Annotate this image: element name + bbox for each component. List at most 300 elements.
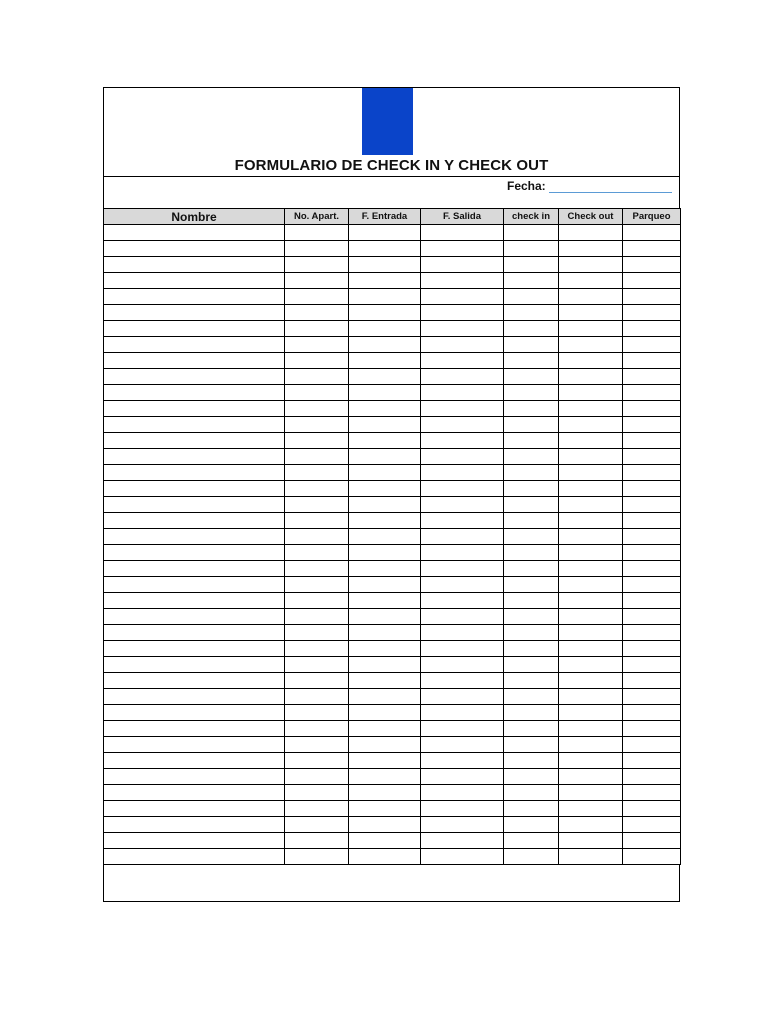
table-cell-nombre[interactable] xyxy=(104,225,285,241)
table-cell-f-salida[interactable] xyxy=(421,785,504,801)
table-cell-f-salida[interactable] xyxy=(421,257,504,273)
table-cell-no-apart[interactable] xyxy=(285,273,349,289)
table-cell-f-salida[interactable] xyxy=(421,673,504,689)
table-cell-parqueo[interactable] xyxy=(623,849,681,865)
table-cell-no-apart[interactable] xyxy=(285,705,349,721)
table-cell-no-apart[interactable] xyxy=(285,753,349,769)
table-cell-f-salida[interactable] xyxy=(421,449,504,465)
table-cell-f-entrada[interactable] xyxy=(349,289,421,305)
table-cell-no-apart[interactable] xyxy=(285,353,349,369)
table-cell-check-in[interactable] xyxy=(504,433,559,449)
table-cell-f-entrada[interactable] xyxy=(349,641,421,657)
table-row xyxy=(104,305,681,321)
table-cell-f-entrada[interactable] xyxy=(349,513,421,529)
table-cell-parqueo[interactable] xyxy=(623,641,681,657)
table-cell-check-out[interactable] xyxy=(559,801,623,817)
table-cell-no-apart[interactable] xyxy=(285,673,349,689)
table-cell-f-entrada[interactable] xyxy=(349,401,421,417)
table-cell-nombre[interactable] xyxy=(104,737,285,753)
table-row xyxy=(104,705,681,721)
table-cell-no-apart[interactable] xyxy=(285,833,349,849)
table-row xyxy=(104,721,681,737)
table-cell-f-salida[interactable] xyxy=(421,337,504,353)
table-cell-parqueo[interactable] xyxy=(623,657,681,673)
table-cell-check-out[interactable] xyxy=(559,273,623,289)
table-cell-f-entrada[interactable] xyxy=(349,801,421,817)
form-header xyxy=(104,88,679,177)
table-cell-parqueo[interactable] xyxy=(623,609,681,625)
table-cell-nombre[interactable] xyxy=(104,369,285,385)
table-cell-f-entrada[interactable] xyxy=(349,257,421,273)
table-cell-f-salida[interactable] xyxy=(421,417,504,433)
table-cell-f-entrada[interactable] xyxy=(349,673,421,689)
table-row xyxy=(104,817,681,833)
table-cell-check-in[interactable] xyxy=(504,321,559,337)
table-cell-check-in[interactable] xyxy=(504,593,559,609)
table-cell-nombre[interactable] xyxy=(104,449,285,465)
table-cell-check-in[interactable] xyxy=(504,561,559,577)
table-cell-parqueo[interactable] xyxy=(623,225,681,241)
table-cell-check-out[interactable] xyxy=(559,689,623,705)
table-cell-no-apart[interactable] xyxy=(285,513,349,529)
table-cell-no-apart[interactable] xyxy=(285,625,349,641)
table-cell-check-out[interactable] xyxy=(559,417,623,433)
table-cell-parqueo[interactable] xyxy=(623,705,681,721)
table-cell-parqueo[interactable] xyxy=(623,321,681,337)
table-cell-parqueo[interactable] xyxy=(623,273,681,289)
table-cell-check-out[interactable] xyxy=(559,337,623,353)
table-cell-f-salida[interactable] xyxy=(421,561,504,577)
table-cell-nombre[interactable] xyxy=(104,465,285,481)
table-cell-parqueo[interactable] xyxy=(623,689,681,705)
table-cell-check-in[interactable] xyxy=(504,801,559,817)
table-cell-no-apart[interactable] xyxy=(285,225,349,241)
table-cell-f-entrada[interactable] xyxy=(349,593,421,609)
table-cell-nombre[interactable] xyxy=(104,705,285,721)
table-cell-check-out[interactable] xyxy=(559,241,623,257)
table-cell-f-entrada[interactable] xyxy=(349,769,421,785)
table-cell-parqueo[interactable] xyxy=(623,289,681,305)
table-cell-nombre[interactable] xyxy=(104,337,285,353)
table-cell-nombre[interactable] xyxy=(104,513,285,529)
table-cell-parqueo[interactable] xyxy=(623,545,681,561)
table-cell-parqueo[interactable] xyxy=(623,305,681,321)
table-cell-check-out[interactable] xyxy=(559,673,623,689)
table-cell-check-in[interactable] xyxy=(504,337,559,353)
table-cell-f-entrada[interactable] xyxy=(349,849,421,865)
table-cell-f-salida[interactable] xyxy=(421,577,504,593)
table-row xyxy=(104,449,681,465)
table-cell-check-out[interactable] xyxy=(559,817,623,833)
table-cell-check-in[interactable] xyxy=(504,689,559,705)
table-cell-f-salida[interactable] xyxy=(421,817,504,833)
table-cell-f-entrada[interactable] xyxy=(349,225,421,241)
table-cell-f-salida[interactable] xyxy=(421,689,504,705)
table-cell-f-entrada[interactable] xyxy=(349,369,421,385)
table-cell-no-apart[interactable] xyxy=(285,657,349,673)
table-cell-parqueo[interactable] xyxy=(623,673,681,689)
table-cell-f-entrada[interactable] xyxy=(349,545,421,561)
table-cell-check-in[interactable] xyxy=(504,385,559,401)
table-cell-check-out[interactable] xyxy=(559,577,623,593)
table-cell-nombre[interactable] xyxy=(104,753,285,769)
table-cell-parqueo[interactable] xyxy=(623,753,681,769)
table-cell-check-in[interactable] xyxy=(504,529,559,545)
table-cell-check-in[interactable] xyxy=(504,497,559,513)
table-cell-no-apart[interactable] xyxy=(285,385,349,401)
table-cell-nombre[interactable] xyxy=(104,593,285,609)
table-cell-no-apart[interactable] xyxy=(285,721,349,737)
table-cell-parqueo[interactable] xyxy=(623,433,681,449)
table-cell-no-apart[interactable] xyxy=(285,609,349,625)
table-row xyxy=(104,273,681,289)
table-cell-check-in[interactable] xyxy=(504,817,559,833)
table-cell-f-entrada[interactable] xyxy=(349,577,421,593)
table-cell-f-entrada[interactable] xyxy=(349,433,421,449)
table-cell-check-out[interactable] xyxy=(559,289,623,305)
table-cell-f-entrada[interactable] xyxy=(349,817,421,833)
table-cell-f-salida[interactable] xyxy=(421,497,504,513)
table-cell-nombre[interactable] xyxy=(104,305,285,321)
table-cell-check-out[interactable] xyxy=(559,753,623,769)
table-cell-no-apart[interactable] xyxy=(285,497,349,513)
table-cell-parqueo[interactable] xyxy=(623,529,681,545)
table-cell-nombre[interactable] xyxy=(104,433,285,449)
table-cell-check-in[interactable] xyxy=(504,833,559,849)
check-in-check-out-form xyxy=(103,87,680,902)
table-cell-f-entrada[interactable] xyxy=(349,833,421,849)
table-cell-nombre[interactable] xyxy=(104,673,285,689)
table-cell-check-in[interactable] xyxy=(504,673,559,689)
table-cell-no-apart[interactable] xyxy=(285,545,349,561)
table-cell-parqueo[interactable] xyxy=(623,241,681,257)
table-cell-parqueo[interactable] xyxy=(623,593,681,609)
table-cell-f-salida[interactable] xyxy=(421,321,504,337)
table-cell-f-entrada[interactable] xyxy=(349,385,421,401)
table-cell-check-in[interactable] xyxy=(504,225,559,241)
table-cell-f-salida[interactable] xyxy=(421,465,504,481)
table-cell-nombre[interactable] xyxy=(104,817,285,833)
table-cell-nombre[interactable] xyxy=(104,801,285,817)
table-cell-nombre[interactable] xyxy=(104,785,285,801)
table-cell-f-salida[interactable] xyxy=(421,273,504,289)
table-cell-f-salida[interactable] xyxy=(421,657,504,673)
table-cell-f-salida[interactable] xyxy=(421,833,504,849)
table-cell-check-out[interactable] xyxy=(559,369,623,385)
table-cell-check-out[interactable] xyxy=(559,481,623,497)
table-cell-f-entrada[interactable] xyxy=(349,417,421,433)
table-cell-f-salida[interactable] xyxy=(421,641,504,657)
table-cell-parqueo[interactable] xyxy=(623,801,681,817)
table-cell-f-entrada[interactable] xyxy=(349,785,421,801)
table-cell-check-in[interactable] xyxy=(504,417,559,433)
table-cell-nombre[interactable] xyxy=(104,577,285,593)
table-cell-f-entrada[interactable] xyxy=(349,529,421,545)
table-cell-check-in[interactable] xyxy=(504,545,559,561)
table-cell-check-out[interactable] xyxy=(559,641,623,657)
table-cell-parqueo[interactable] xyxy=(623,577,681,593)
table-cell-check-out[interactable] xyxy=(559,545,623,561)
table-cell-nombre[interactable] xyxy=(104,321,285,337)
table-cell-no-apart[interactable] xyxy=(285,449,349,465)
table-cell-f-salida[interactable] xyxy=(421,481,504,497)
table-cell-no-apart[interactable] xyxy=(285,593,349,609)
table-cell-no-apart[interactable] xyxy=(285,401,349,417)
table-cell-nombre[interactable] xyxy=(104,401,285,417)
table-cell-check-in[interactable] xyxy=(504,449,559,465)
table-cell-f-entrada[interactable] xyxy=(349,337,421,353)
date-row xyxy=(104,177,679,208)
table-cell-parqueo[interactable] xyxy=(623,401,681,417)
column-header-check-in: check in xyxy=(504,209,559,225)
table-cell-check-out[interactable] xyxy=(559,769,623,785)
table-cell-f-salida[interactable] xyxy=(421,849,504,865)
table-cell-check-in[interactable] xyxy=(504,353,559,369)
table-row xyxy=(104,497,681,513)
table-cell-check-out[interactable] xyxy=(559,385,623,401)
table-cell-nombre[interactable] xyxy=(104,241,285,257)
table-cell-check-in[interactable] xyxy=(504,657,559,673)
table-cell-check-out[interactable] xyxy=(559,513,623,529)
table-cell-no-apart[interactable] xyxy=(285,561,349,577)
table-cell-check-in[interactable] xyxy=(504,369,559,385)
table-cell-parqueo[interactable] xyxy=(623,721,681,737)
table-cell-f-salida[interactable] xyxy=(421,721,504,737)
table-cell-nombre[interactable] xyxy=(104,273,285,289)
table-cell-no-apart[interactable] xyxy=(285,369,349,385)
table-cell-no-apart[interactable] xyxy=(285,785,349,801)
table-cell-f-entrada[interactable] xyxy=(349,609,421,625)
table-cell-f-entrada[interactable] xyxy=(349,465,421,481)
table-cell-nombre[interactable] xyxy=(104,769,285,785)
table-cell-f-entrada[interactable] xyxy=(349,273,421,289)
table-cell-nombre[interactable] xyxy=(104,353,285,369)
table-cell-check-in[interactable] xyxy=(504,577,559,593)
table-cell-no-apart[interactable] xyxy=(285,737,349,753)
table-cell-parqueo[interactable] xyxy=(623,417,681,433)
table-cell-no-apart[interactable] xyxy=(285,321,349,337)
table-cell-check-in[interactable] xyxy=(504,849,559,865)
table-cell-check-out[interactable] xyxy=(559,849,623,865)
date-field-line[interactable] xyxy=(549,192,672,193)
table-cell-check-out[interactable] xyxy=(559,497,623,513)
table-cell-f-entrada[interactable] xyxy=(349,561,421,577)
table-cell-f-entrada[interactable] xyxy=(349,705,421,721)
table-cell-f-salida[interactable] xyxy=(421,353,504,369)
table-cell-f-entrada[interactable] xyxy=(349,481,421,497)
table-cell-nombre[interactable] xyxy=(104,689,285,705)
table-cell-f-entrada[interactable] xyxy=(349,321,421,337)
table-cell-no-apart[interactable] xyxy=(285,801,349,817)
table-cell-check-out[interactable] xyxy=(559,593,623,609)
table-cell-no-apart[interactable] xyxy=(285,849,349,865)
table-cell-check-out[interactable] xyxy=(559,321,623,337)
table-cell-nombre[interactable] xyxy=(104,657,285,673)
table-cell-check-in[interactable] xyxy=(504,513,559,529)
table-cell-f-salida[interactable] xyxy=(421,737,504,753)
table-cell-no-apart[interactable] xyxy=(285,337,349,353)
table-cell-f-salida[interactable] xyxy=(421,225,504,241)
table-cell-f-entrada[interactable] xyxy=(349,737,421,753)
table-cell-check-in[interactable] xyxy=(504,769,559,785)
table-cell-f-salida[interactable] xyxy=(421,753,504,769)
table-cell-f-salida[interactable] xyxy=(421,705,504,721)
table-cell-f-entrada[interactable] xyxy=(349,497,421,513)
table-cell-no-apart[interactable] xyxy=(285,529,349,545)
table-cell-parqueo[interactable] xyxy=(623,737,681,753)
table-cell-f-salida[interactable] xyxy=(421,801,504,817)
table-cell-check-in[interactable] xyxy=(504,289,559,305)
table-cell-f-entrada[interactable] xyxy=(349,721,421,737)
table-cell-check-out[interactable] xyxy=(559,609,623,625)
table-cell-f-salida[interactable] xyxy=(421,609,504,625)
table-cell-check-in[interactable] xyxy=(504,481,559,497)
table-cell-check-out[interactable] xyxy=(559,561,623,577)
table-cell-no-apart[interactable] xyxy=(285,289,349,305)
table-cell-no-apart[interactable] xyxy=(285,433,349,449)
table-cell-parqueo[interactable] xyxy=(623,385,681,401)
table-cell-f-salida[interactable] xyxy=(421,529,504,545)
table-cell-nombre[interactable] xyxy=(104,849,285,865)
table-cell-parqueo[interactable] xyxy=(623,625,681,641)
table-cell-f-entrada[interactable] xyxy=(349,353,421,369)
table-cell-check-in[interactable] xyxy=(504,721,559,737)
table-cell-check-out[interactable] xyxy=(559,833,623,849)
table-cell-f-salida[interactable] xyxy=(421,625,504,641)
table-cell-no-apart[interactable] xyxy=(285,481,349,497)
table-cell-check-out[interactable] xyxy=(559,705,623,721)
table-cell-check-in[interactable] xyxy=(504,609,559,625)
table-cell-check-out[interactable] xyxy=(559,449,623,465)
table-cell-check-out[interactable] xyxy=(559,657,623,673)
table-cell-check-in[interactable] xyxy=(504,705,559,721)
table-cell-check-out[interactable] xyxy=(559,721,623,737)
table-cell-nombre[interactable] xyxy=(104,257,285,273)
table-cell-check-in[interactable] xyxy=(504,753,559,769)
table-cell-parqueo[interactable] xyxy=(623,785,681,801)
table-row xyxy=(104,641,681,657)
table-cell-f-salida[interactable] xyxy=(421,241,504,257)
table-cell-parqueo[interactable] xyxy=(623,353,681,369)
table-cell-parqueo[interactable] xyxy=(623,769,681,785)
table-cell-check-in[interactable] xyxy=(504,785,559,801)
table-cell-f-entrada[interactable] xyxy=(349,449,421,465)
table-cell-check-out[interactable] xyxy=(559,625,623,641)
table-row xyxy=(104,481,681,497)
table-cell-parqueo[interactable] xyxy=(623,337,681,353)
table-cell-parqueo[interactable] xyxy=(623,513,681,529)
table-cell-check-in[interactable] xyxy=(504,273,559,289)
table-cell-f-salida[interactable] xyxy=(421,513,504,529)
table-cell-check-out[interactable] xyxy=(559,257,623,273)
table-cell-no-apart[interactable] xyxy=(285,257,349,273)
table-cell-check-in[interactable] xyxy=(504,737,559,753)
table-cell-f-salida[interactable] xyxy=(421,385,504,401)
table-cell-no-apart[interactable] xyxy=(285,641,349,657)
table-cell-nombre[interactable] xyxy=(104,721,285,737)
table-cell-check-in[interactable] xyxy=(504,241,559,257)
table-cell-no-apart[interactable] xyxy=(285,817,349,833)
table-cell-f-salida[interactable] xyxy=(421,289,504,305)
table-cell-nombre[interactable] xyxy=(104,497,285,513)
table-cell-check-out[interactable] xyxy=(559,225,623,241)
table-cell-check-out[interactable] xyxy=(559,305,623,321)
table-cell-no-apart[interactable] xyxy=(285,465,349,481)
table-cell-check-in[interactable] xyxy=(504,465,559,481)
table-cell-nombre[interactable] xyxy=(104,545,285,561)
table-cell-no-apart[interactable] xyxy=(285,689,349,705)
table-cell-no-apart[interactable] xyxy=(285,417,349,433)
table-cell-nombre[interactable] xyxy=(104,625,285,641)
table-cell-check-out[interactable] xyxy=(559,465,623,481)
table-cell-f-entrada[interactable] xyxy=(349,625,421,641)
table-cell-nombre[interactable] xyxy=(104,529,285,545)
table-cell-f-salida[interactable] xyxy=(421,545,504,561)
table-cell-parqueo[interactable] xyxy=(623,833,681,849)
table-cell-nombre[interactable] xyxy=(104,481,285,497)
table-cell-parqueo[interactable] xyxy=(623,465,681,481)
table-cell-f-entrada[interactable] xyxy=(349,305,421,321)
table-row xyxy=(104,561,681,577)
table-cell-check-in[interactable] xyxy=(504,401,559,417)
column-header-f-salida: F. Salida xyxy=(421,209,504,225)
table-cell-f-salida[interactable] xyxy=(421,305,504,321)
table-cell-check-in[interactable] xyxy=(504,625,559,641)
table-cell-parqueo[interactable] xyxy=(623,481,681,497)
table-cell-check-out[interactable] xyxy=(559,529,623,545)
table-cell-f-entrada[interactable] xyxy=(349,657,421,673)
table-row xyxy=(104,609,681,625)
table-cell-no-apart[interactable] xyxy=(285,577,349,593)
table-cell-parqueo[interactable] xyxy=(623,817,681,833)
table-cell-check-out[interactable] xyxy=(559,401,623,417)
table-cell-check-out[interactable] xyxy=(559,433,623,449)
table-cell-no-apart[interactable] xyxy=(285,769,349,785)
table-cell-nombre[interactable] xyxy=(104,385,285,401)
table-cell-check-in[interactable] xyxy=(504,641,559,657)
logo-block xyxy=(362,88,413,155)
table-cell-f-entrada[interactable] xyxy=(349,241,421,257)
table-cell-parqueo[interactable] xyxy=(623,497,681,513)
table-cell-check-out[interactable] xyxy=(559,737,623,753)
table-cell-f-salida[interactable] xyxy=(421,401,504,417)
table-cell-f-salida[interactable] xyxy=(421,593,504,609)
table-cell-nombre[interactable] xyxy=(104,289,285,305)
table-cell-check-out[interactable] xyxy=(559,353,623,369)
table-cell-check-out[interactable] xyxy=(559,785,623,801)
table-cell-f-salida[interactable] xyxy=(421,433,504,449)
table-cell-nombre[interactable] xyxy=(104,417,285,433)
table-cell-nombre[interactable] xyxy=(104,641,285,657)
table-cell-check-in[interactable] xyxy=(504,305,559,321)
table-cell-parqueo[interactable] xyxy=(623,257,681,273)
table-cell-f-entrada[interactable] xyxy=(349,753,421,769)
table-cell-nombre[interactable] xyxy=(104,609,285,625)
table-cell-f-salida[interactable] xyxy=(421,769,504,785)
table-cell-parqueo[interactable] xyxy=(623,369,681,385)
table-cell-parqueo[interactable] xyxy=(623,449,681,465)
table-cell-f-salida[interactable] xyxy=(421,369,504,385)
table-row xyxy=(104,257,681,273)
table-cell-nombre[interactable] xyxy=(104,561,285,577)
table-cell-f-entrada[interactable] xyxy=(349,689,421,705)
table-row xyxy=(104,657,681,673)
table-cell-parqueo[interactable] xyxy=(623,561,681,577)
table-cell-no-apart[interactable] xyxy=(285,241,349,257)
table-cell-no-apart[interactable] xyxy=(285,305,349,321)
table-cell-nombre[interactable] xyxy=(104,833,285,849)
table-cell-check-in[interactable] xyxy=(504,257,559,273)
